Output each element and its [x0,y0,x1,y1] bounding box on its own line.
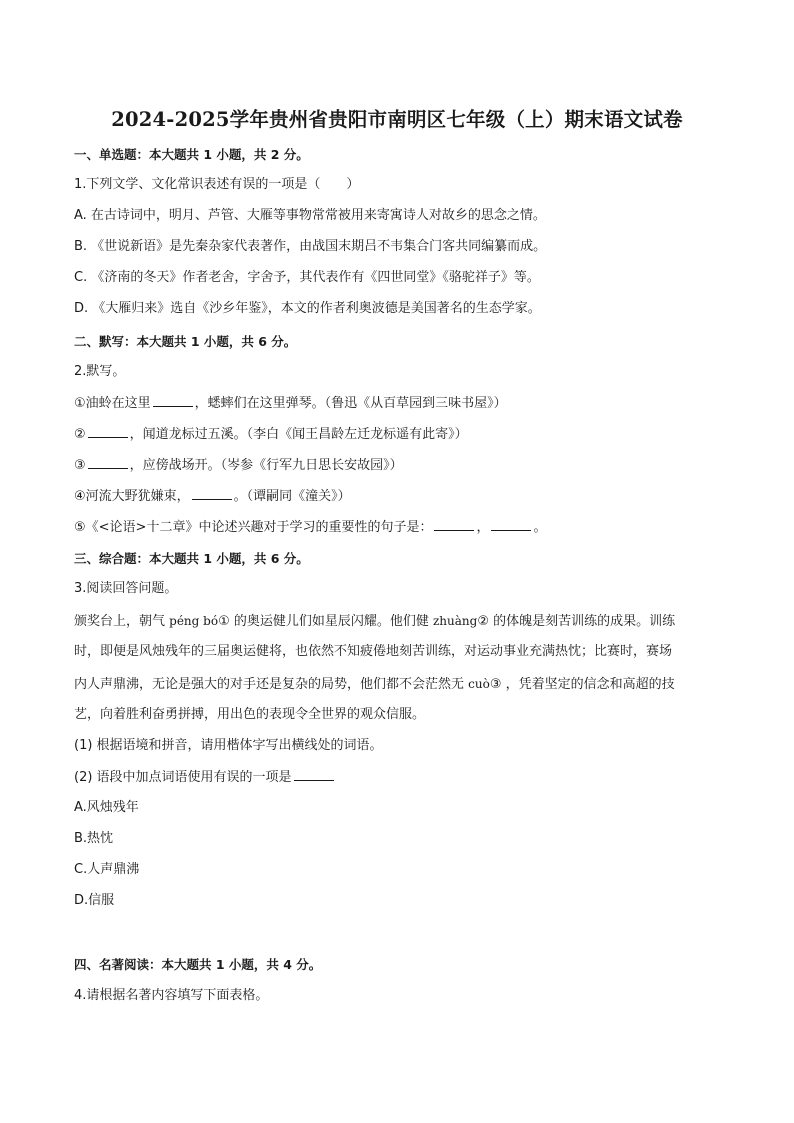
sub-question-2-option-c: C.人声鼎沸 [74,862,140,877]
dictation-item-4 [74,487,351,506]
passage-line-4: 艺，向着胜利奋勇拼搏，用出色的表现令全世界的观众信服。 [74,707,426,722]
dictation-item-1 [74,394,507,413]
exam-title: 2024-2025学年贵州省贵阳市南明区七年级（上）期末语文试卷 [111,108,683,131]
pinyin-1: péng bó [169,614,219,628]
sub-question-2-option-b: B.热忱 [74,831,114,846]
dictation-item-5-after: 。 [533,520,547,535]
question-2-stem: 2.默写。 [74,364,126,379]
dictation-item-1-after: ，蟋蟀们在这里弹琴。（鲁迅《从百草园到三味书屋》） [194,396,507,411]
dictation-item-5-before: ⑤《<论语>十二章》中论述兴趣对于学习的重要性的句子是： [74,520,433,535]
answer-blank[interactable] [88,456,128,469]
dictation-item-4-before: ④河流大野犹嫌束， [74,489,190,504]
answer-blank[interactable] [294,768,334,781]
dictation-item-3-before: ③ [74,458,86,473]
question-1-option-a: A. 在古诗词中，明月、芦管、大雁等事物常常被用来寄寓诗人对故乡的思念之情。 [74,208,546,223]
section-heading-dictation: 二、默写：本大题共 1 小题，共 6 分。 [74,334,297,349]
pinyin-3: cuò [468,677,490,691]
pinyin-2: zhuàng [432,614,478,628]
sub-question-2-option-d: D.信服 [74,893,115,908]
answer-blank[interactable] [88,425,128,438]
question-1-option-c: C. 《济南的冬天》作者老舍，字舍予，其代表作有《四世同堂》《骆驼祥子》等。 [74,270,540,285]
question-1-stem: 1.下列文学、文化常识表述有误的一项是（ ） [74,177,360,192]
passage-line-2: 时，即便是风烛残年的三届奥运健将，也依然不知疲倦地刻苦训练，对运动事业充满热忱；比赛时，赛场 [74,644,673,659]
dictation-item-3 [74,456,403,475]
dictation-item-2-after: ，闻道龙标过五溪。（李白《闻王昌龄左迁龙标遥有此寄》） [129,427,468,442]
dictation-item-4-after: 。（谭嗣同《潼关》） [233,489,351,504]
answer-blank[interactable] [434,518,474,531]
dictation-item-2 [74,425,468,444]
dictation-item-5 [74,518,546,537]
passage-text: 颁奖台上，朝气 [74,614,170,629]
question-1-option-b: B. 《世说新语》是先秦杂家代表著作，由战国末期吕不韦集合门客共同编纂而成。 [74,239,547,254]
section-heading-comprehensive: 三、综合题：本大题共 1 小题，共 6 分。 [74,551,309,566]
answer-blank[interactable] [491,518,531,531]
question-1-option-d: D. 《大雁归来》选自《沙乡年鉴》，本文的作者利奥波德是美国著名的生态学家。 [74,301,541,316]
passage-text: ② 的体魄是刻苦训练的成果。训练 [477,614,676,629]
dictation-item-5-middle: ， [476,520,490,535]
answer-blank[interactable] [153,394,193,407]
dictation-item-2-before: ② [74,427,86,442]
passage-line-1 [74,612,675,631]
sub-question-2-text: (2) 语段中加点词语使用有误的一项是 [74,770,292,785]
sub-question-1: (1) 根据语境和拼音，请用楷体字写出横线处的词语。 [74,738,383,753]
section-heading-single-choice: 一、单选题：本大题共 1 小题，共 2 分。 [74,147,309,162]
question-4-stem: 4.请根据名著内容填写下面表格。 [74,988,269,1003]
dictation-item-1-before: ①油蛉在这里 [74,396,151,411]
passage-text: ① 的奥运健儿们如星辰闪耀。他们健 [218,614,433,629]
passage-line-3 [74,675,675,694]
dictation-item-3-after: ，应傍战场开。（岑参《行军九日思长安故园》） [129,458,403,473]
sub-question-2 [74,768,336,787]
passage-text: ③ ，凭着坚定的信念和高超的技 [489,677,675,692]
passage-text: 内人声鼎沸，无论是强大的对手还是复杂的局势，他们都不会茫然无 [74,677,469,692]
sub-question-2-option-a: A.风烛残年 [74,800,139,815]
answer-blank[interactable] [192,487,232,500]
section-heading-classics-reading: 四、名著阅读：本大题共 1 小题，共 4 分。 [74,957,322,972]
question-3-stem: 3.阅读回答问题。 [74,581,178,596]
